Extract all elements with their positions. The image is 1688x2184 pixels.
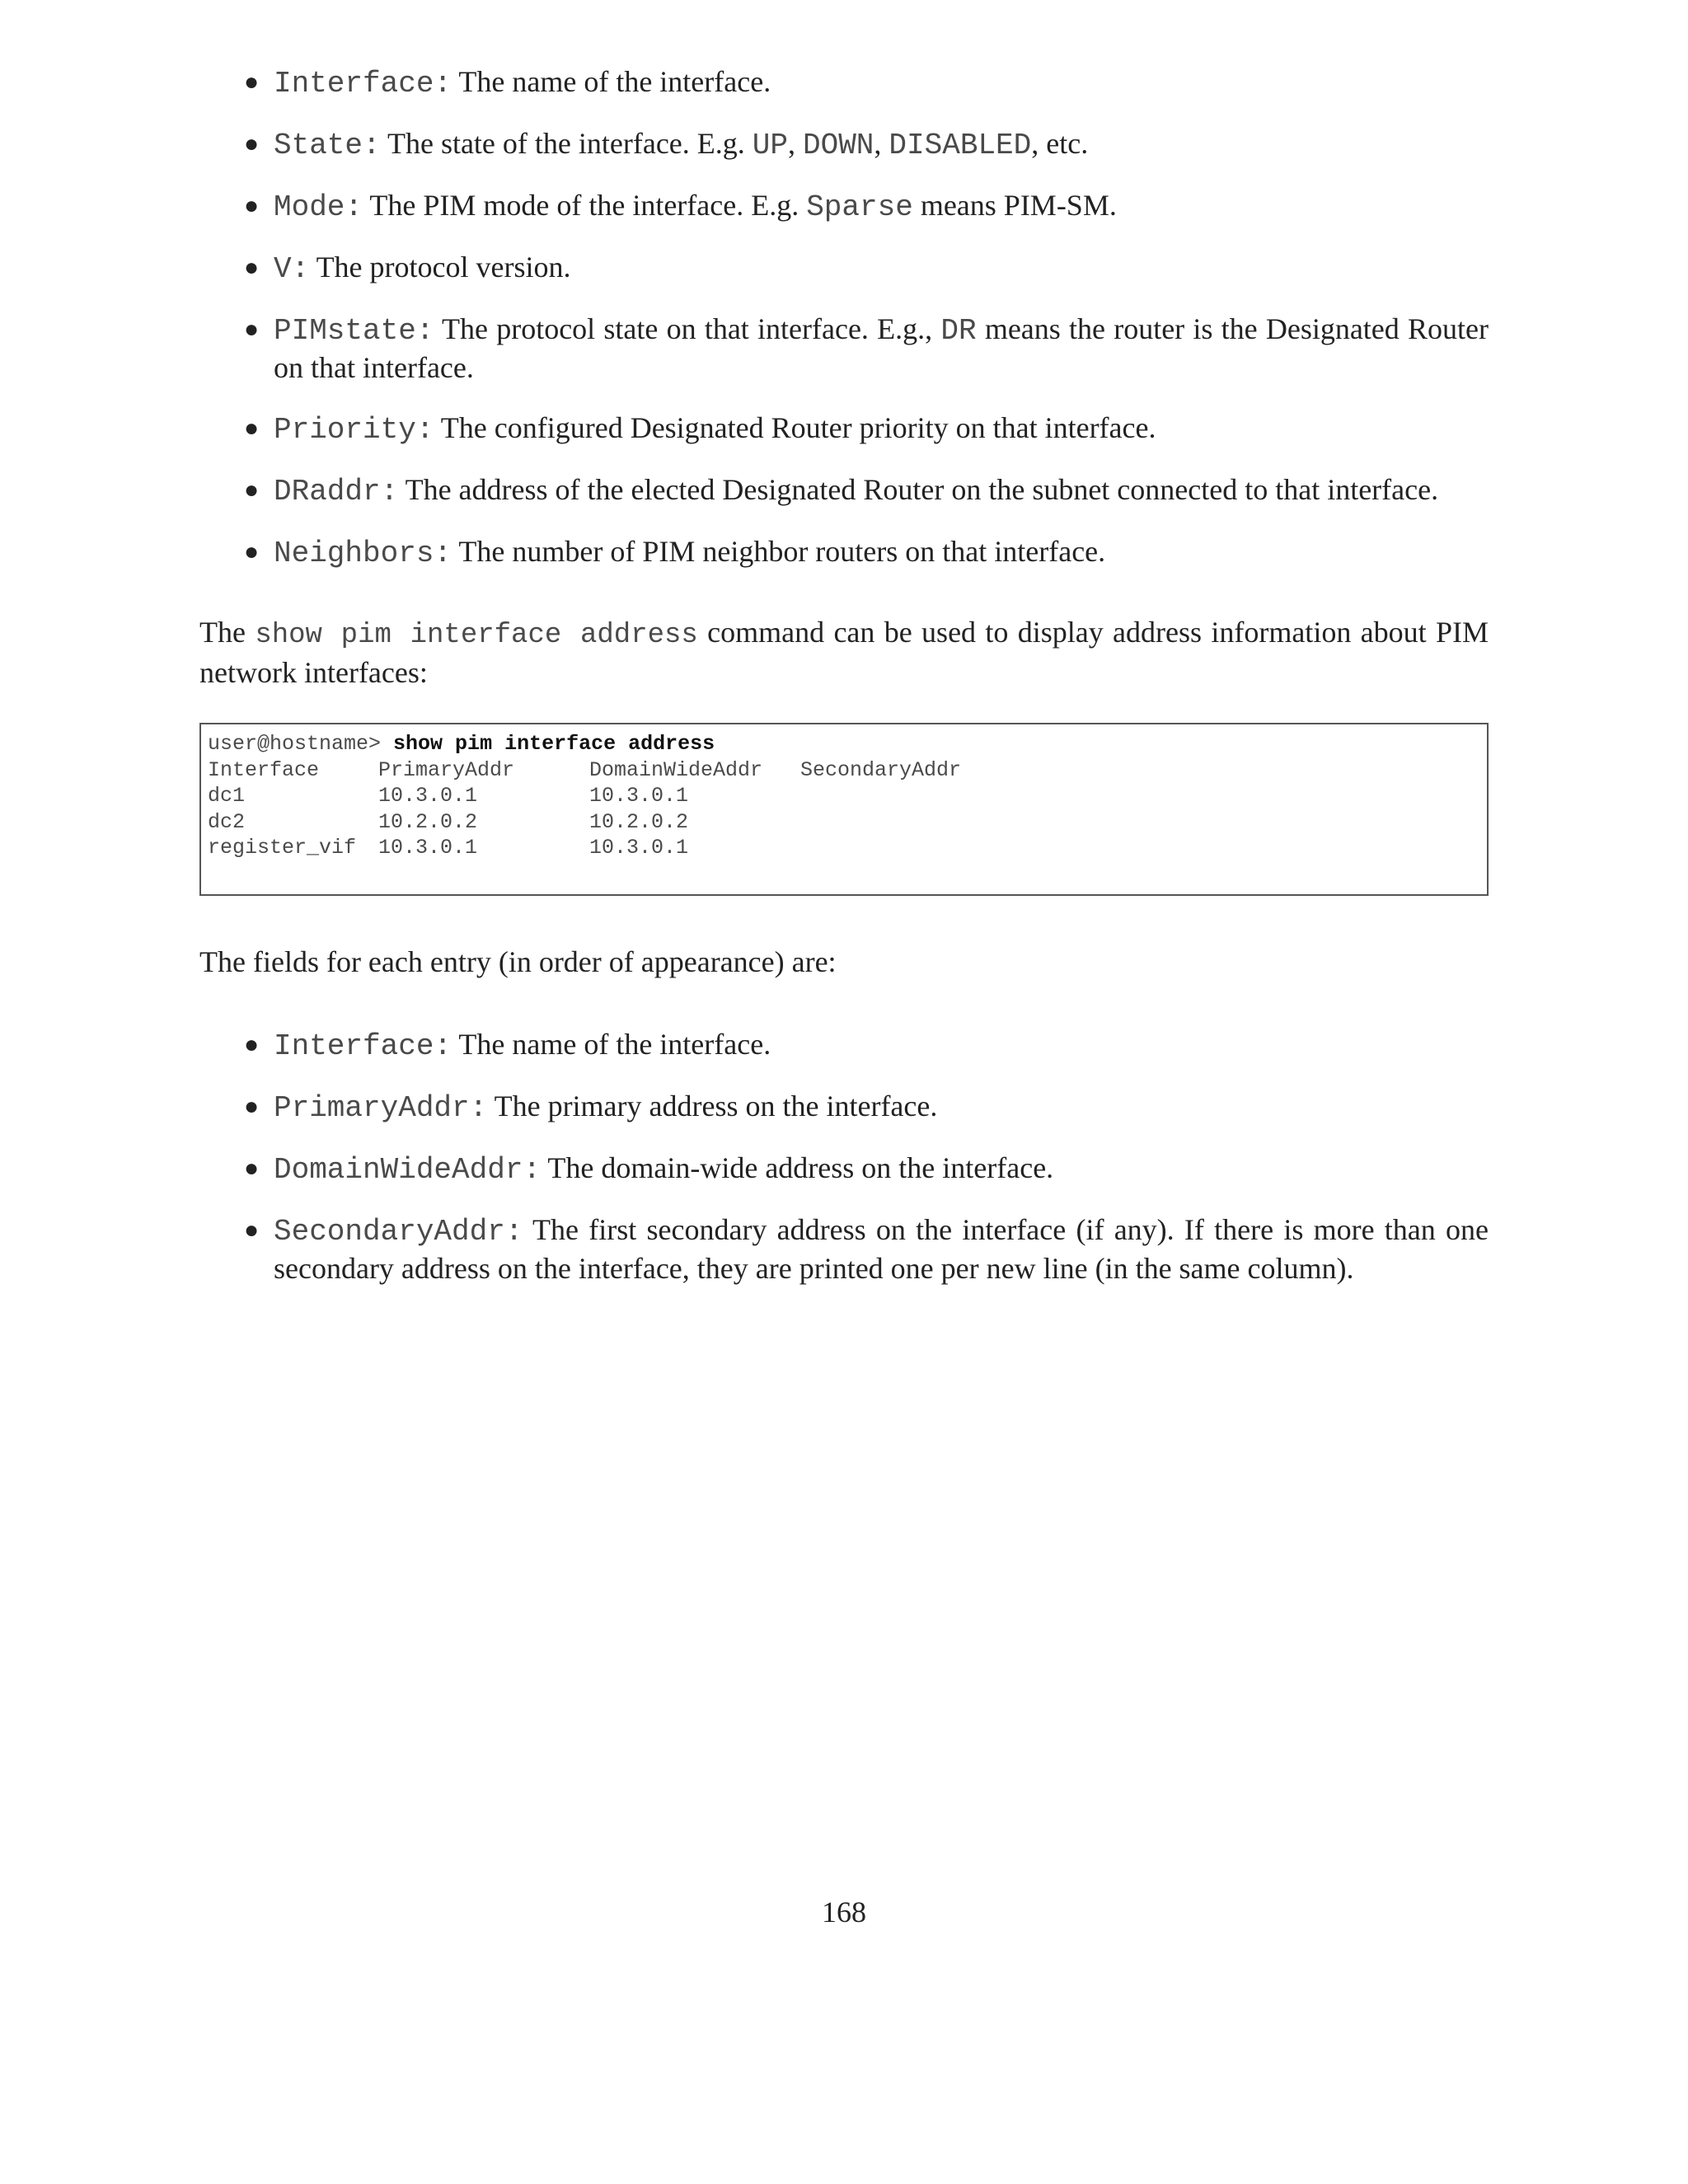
intro-text-before: The [199,616,256,649]
code-prompt-line [208,731,1480,757]
field-desc-text: means the router is the Designated Router on that interface. [274,312,1489,384]
field-item-interface [239,63,1489,125]
bullet-icon: ● [244,316,260,343]
code-cell: register_vif [208,836,357,860]
field-item-pimstate [239,311,1489,410]
field-term: PrimaryAddr: [274,1091,488,1125]
field-desc: The protocol version. [309,251,571,284]
field-term: Mode: [274,190,363,224]
code-data-row [208,835,1480,861]
code-header-row [208,757,1480,784]
code-cell: dc2 [208,809,246,834]
code-data-row [208,783,1480,809]
field-item-mode [239,187,1489,249]
pimstate-value-dr: DR [940,314,977,348]
bullet-icon: ● [244,130,260,157]
intro-text-after: command can be used to display address information about PIM network interfaces: [199,616,1489,689]
state-value-up: UP [752,129,788,162]
code-cell: 10.3.0.1 [378,836,478,860]
intro-command: show pim interface address [255,620,698,651]
state-value-down: DOWN [803,129,874,162]
code-cell: dc1 [208,784,246,808]
code-header-cell: DomainWideAddr [589,757,763,782]
field-item-draddr [239,471,1489,533]
mode-value-sparse: Sparse [806,190,913,224]
code-cell: 10.3.0.1 [589,784,689,808]
fields-intro-paragraph: The fields for each entry (in order of appearance) are: [199,945,837,978]
bullet-icon: ● [244,538,260,565]
code-cell: 10.2.0.2 [378,809,478,834]
bullet-icon: ● [244,192,260,219]
field-desc: The domain-wide address on the interface. [541,1151,1054,1184]
field-term: State: [274,129,381,162]
field-term: V: [274,252,310,286]
field-item-interface [239,1026,1489,1088]
bullet-icon: ● [244,254,260,281]
field-desc: The configured Designated Router priority on that interface. [434,411,1156,444]
state-value-disabled: DISABLED [889,129,1032,162]
code-header-cell: PrimaryAddr [378,757,515,782]
bullet-icon: ● [244,1093,260,1120]
field-desc-text: , [788,127,803,160]
field-desc: The name of the interface. [452,65,771,98]
code-prompt: user@hostname> [208,732,394,756]
field-desc: The address of the elected Designated Router on the subnet connected to that interface. [398,473,1439,506]
field-item-v [239,249,1489,311]
field-term: Interface: [274,1029,452,1063]
field-term: Neighbors: [274,537,452,570]
field-term: DomainWideAddr: [274,1153,542,1187]
interface-field-list [239,63,1489,570]
code-data-row [208,809,1480,836]
field-item-secondaryaddr [239,1212,1489,1286]
field-desc: The first secondary address on the interface (if any). If there is more than one secondary address on the interface, they are printed one per new line (in the same column). [274,1213,1489,1285]
code-cell: 10.3.0.1 [589,836,689,860]
address-field-list [239,1026,1489,1286]
code-command: show pim interface address [393,732,715,756]
field-desc-text: , [874,127,889,160]
field-desc-text: The state of the interface. E.g. [380,127,753,160]
code-header-cell: SecondaryAddr [800,757,962,782]
field-term: DRaddr: [274,475,399,509]
bullet-icon: ● [244,1031,260,1058]
field-term: Priority: [274,413,434,447]
page-number: 168 [822,1896,866,1929]
bullet-icon: ● [244,476,260,504]
field-term: SecondaryAddr: [274,1215,523,1249]
field-item-primaryaddr [239,1088,1489,1150]
field-desc: The name of the interface. [452,1028,771,1061]
field-term: Interface: [274,67,452,101]
field-item-neighbors [239,533,1489,570]
code-header-cell: Interface [208,757,320,782]
field-desc-text: The protocol state on that interface. E.g., [434,312,941,345]
bullet-icon: ● [244,1216,260,1244]
bullet-icon: ● [244,1155,260,1182]
intro-paragraph [199,614,1489,691]
field-item-priority [239,410,1489,471]
code-cell: 10.3.0.1 [378,784,478,808]
field-term: PIMstate: [274,314,434,348]
bullet-icon: ● [244,68,260,96]
code-cell: 10.2.0.2 [589,809,689,834]
field-desc: The primary address on the interface. [487,1090,938,1122]
command-output-box [199,723,1489,896]
field-item-state [239,125,1489,187]
field-desc-text: The PIM mode of the interface. E.g. [363,189,807,222]
field-desc-text: means PIM-SM. [912,189,1117,222]
field-desc: The number of PIM neighbor routers on that interface. [452,535,1106,568]
bullet-icon: ● [244,415,260,442]
field-item-domainwideaddr [239,1150,1489,1212]
field-desc-text: , etc. [1031,127,1089,160]
